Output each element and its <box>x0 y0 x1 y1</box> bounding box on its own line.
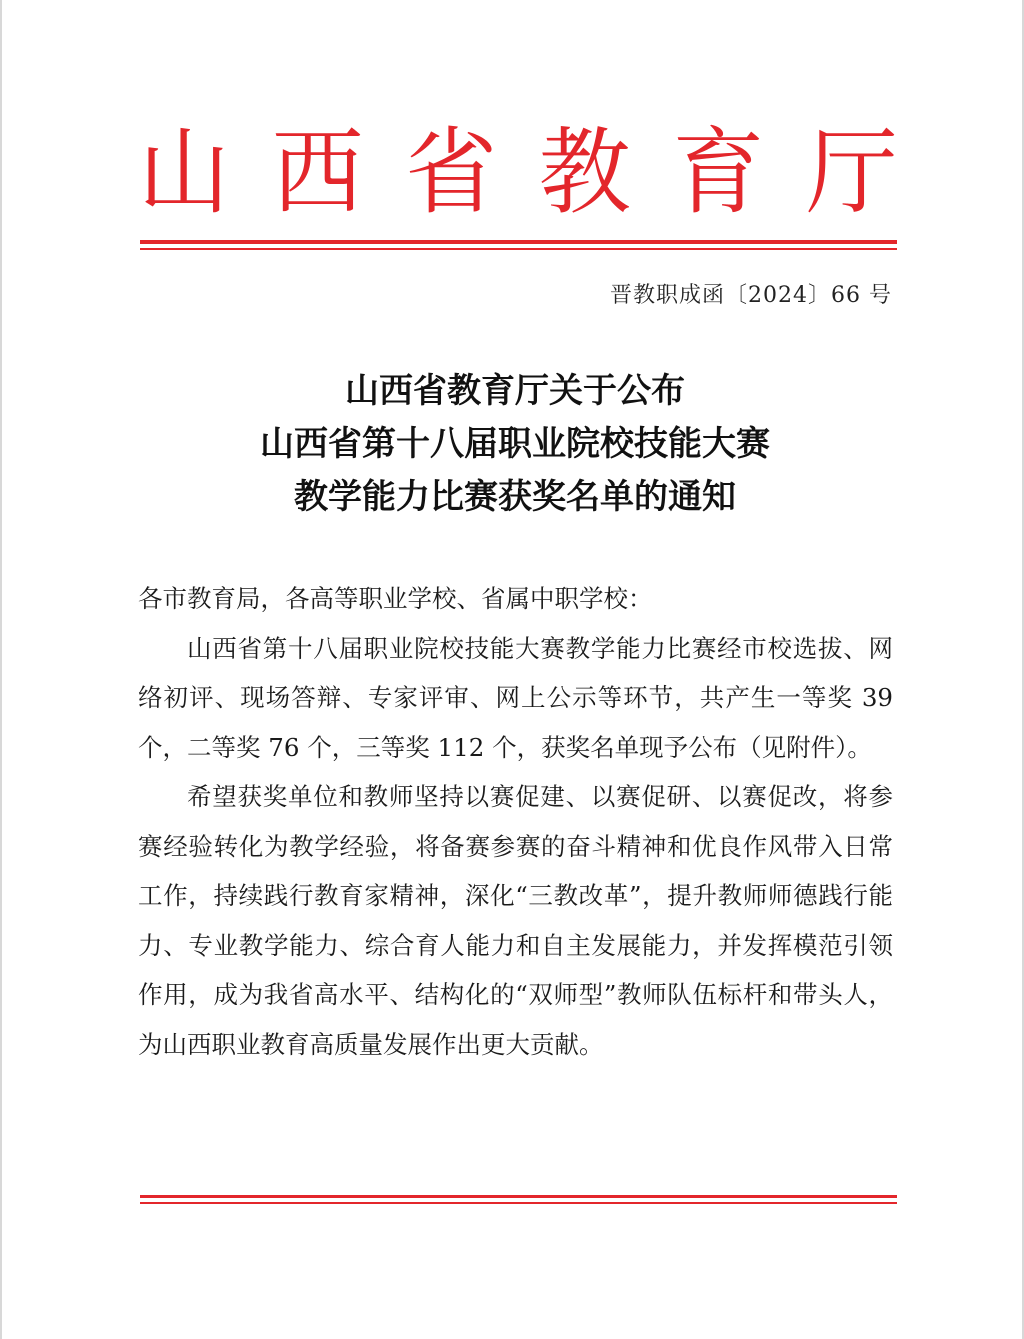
document-body <box>138 574 893 1069</box>
salutation: 各市教育局，各高等职业学校、省属中职学校： <box>138 584 653 613</box>
body-paragraph: 希望获奖单位和教师坚持以赛促建、以赛促研、以赛促改，将参赛经验转化为教学经验，将备赛参赛的奋斗精神和优良作风带入日常工作，持续践行教育家精神，深化“三教改革”，提升教师师德践行能力、专业教学能力、综合育人能力和自主发展能力，并发挥模范引领作用，成为我省高水平、结构化的“双师型”教师队伍标杆和带头人，为山西职业教育高质量发展作出更大贡献。 <box>138 782 893 1059</box>
page-border-left <box>0 0 2 1339</box>
body-paragraph: 山西省第十八届职业院校技能大赛教学能力比赛经市校选拔、网络初评、现场答辩、专家评审、网上公示等环节，共产生一等奖 39 个，二等奖 76 个，三等奖 112 个，获奖名单现予公布（见附件）。 <box>138 633 893 762</box>
document-title <box>140 365 890 524</box>
masthead-char: 山 <box>138 117 231 228</box>
masthead-char: 教 <box>538 117 631 228</box>
masthead-char: 省 <box>405 117 498 228</box>
masthead-red-rule-thin <box>140 248 897 250</box>
masthead-char: 育 <box>672 117 765 228</box>
document-title-line: 教学能力比赛获奖名单的通知 <box>294 477 736 517</box>
masthead-red-rule-thick <box>140 240 897 244</box>
document-title-line: 山西省教育厅关于公布 <box>345 371 685 411</box>
document-title-line: 山西省第十八届职业院校技能大赛 <box>260 424 770 464</box>
document-number: 晋教职成函〔2024〕66 号 <box>610 283 892 308</box>
masthead-title <box>138 118 898 228</box>
footer-red-rule-thick <box>140 1195 897 1198</box>
footer-red-rule-thin <box>140 1202 897 1204</box>
masthead-char: 西 <box>271 117 364 228</box>
masthead-char: 厅 <box>805 117 898 228</box>
